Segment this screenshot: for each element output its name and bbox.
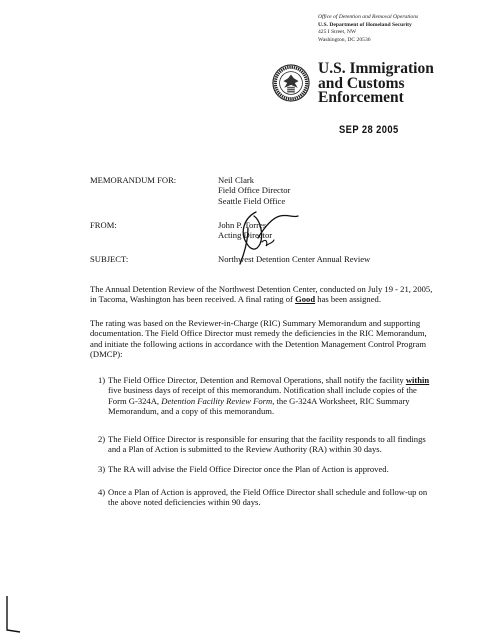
action-1-line-2: five business days of receipt of this memorandum. Notification shall include copies of the	[108, 385, 417, 396]
action-item-4	[98, 487, 474, 508]
agency-name	[318, 62, 434, 106]
p1-line-2	[90, 294, 468, 304]
action-number: 4)	[98, 487, 106, 497]
action-1-line-1	[108, 375, 474, 385]
action-2-line-2: and a Plan of Action is submitted to the Review Authority (RA) within 30 days.	[108, 444, 382, 455]
action-1-text-b: Form G-324A,	[108, 395, 162, 406]
p2-line-4: (DMCP):	[90, 349, 123, 360]
scan-edge-mark	[4, 596, 22, 636]
p1-text-a: in Tacoma, Washington has been received. A final rating of	[90, 294, 296, 305]
recipient-name: Neil Clark	[218, 175, 255, 185]
date-stamp: SEP 28 2005	[339, 124, 399, 136]
action-number: 1)	[98, 375, 106, 385]
form-title: Detention Facility Review Form,	[161, 395, 275, 406]
memorandum-for-label: MEMORANDUM FOR:	[90, 175, 177, 185]
agency-line-2: and Customs	[318, 74, 405, 92]
sender-name: John P. Torres	[218, 220, 267, 230]
paragraph-review-result	[90, 284, 468, 305]
action-number: 3)	[98, 464, 106, 474]
action-item-3	[98, 464, 474, 474]
p2-line-2: documentation. The Field Office Director must remedy the deficiencies in the RIC Memorandum,	[90, 328, 427, 339]
subject-label: SUBJECT:	[90, 254, 129, 264]
agency-line-3: Enforcement	[318, 89, 404, 106]
action-1-text-a: The Field Office Director, Detention and Removal Operations, shall notify the facility	[108, 375, 406, 385]
p1-text-c: has been assigned.	[315, 294, 381, 305]
p2-line-3: and initiate the following actions in accordance with the Detention Management Control Program	[90, 338, 427, 349]
recipient-office: Seattle Field Office	[218, 195, 286, 206]
agency-line-1: U.S. Immigration	[318, 60, 434, 77]
from-label: FROM:	[90, 220, 117, 230]
handwritten-signature	[236, 198, 300, 268]
p2-line-1: The rating was based on the Reviewer-in-Charge (RIC) Summary Memorandum and supporting	[90, 318, 421, 328]
recipient-title: Field Office Director	[218, 185, 291, 196]
action-item-2	[98, 434, 474, 455]
action-4-line-2: the above noted deficiencies within 90 days.	[108, 497, 261, 508]
action-4-line-1: Once a Plan of Action is approved, the Field Office Director shall schedule and follow-up on	[108, 487, 428, 497]
action-1-line-4: Memorandum, and a copy of this memorandum.	[108, 406, 275, 417]
address-line-office: Office of Detention and Removal Operations	[318, 14, 419, 20]
action-3-line-1: The RA will advise the Field Office Director once the Plan of Action is approved.	[108, 464, 389, 474]
action-1-line-3	[108, 396, 474, 406]
address-line-street: 425 I Street, NW	[318, 29, 357, 36]
sender-title: Acting Director	[218, 230, 273, 241]
action-number: 2)	[98, 434, 106, 444]
subject-text: Northwest Detention Center Annual Review	[218, 254, 371, 264]
p1-line-1: The Annual Detention Review of the Northwest Detention Center, conducted on July 19 - 21, 2005,	[90, 284, 433, 294]
action-item-1	[98, 375, 474, 417]
dhs-seal-icon	[272, 64, 310, 102]
office-address	[318, 14, 418, 44]
action-1-emphasis: within	[405, 375, 430, 385]
rating-value: Good	[295, 294, 316, 305]
paragraph-rating-basis	[90, 318, 468, 360]
address-line-department: U.S. Department of Homeland Security	[318, 21, 412, 28]
action-1-text-c: the G-324A Worksheet, RIC Summary	[274, 395, 410, 406]
action-2-line-1: The Field Office Director is responsible for ensuring that the facility responds to all findings	[108, 434, 426, 444]
address-line-city: Washington, DC 20536	[318, 36, 371, 43]
